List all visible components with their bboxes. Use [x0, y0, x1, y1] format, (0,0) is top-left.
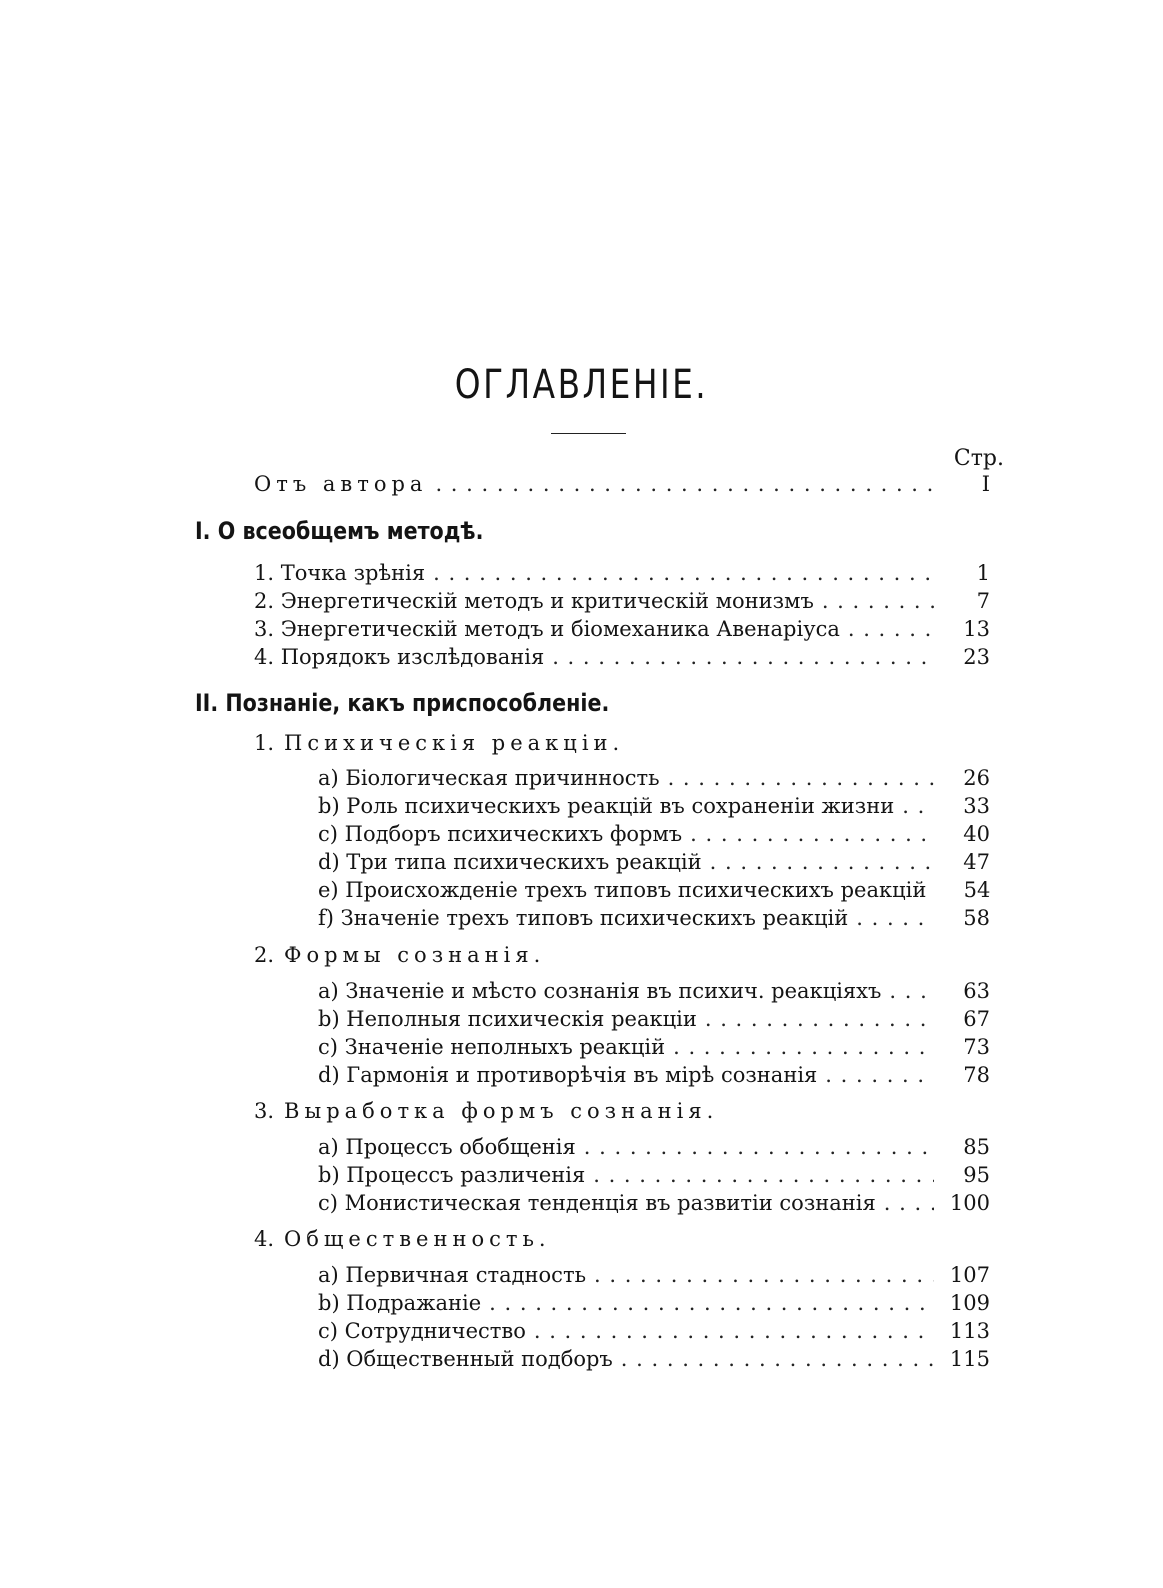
- dot-leader: [584, 1133, 934, 1161]
- section-title: Формы сознанія.: [284, 943, 546, 967]
- toc-entry-label: 3. Энергетическій методъ и біомеханика Авенаріуса: [254, 617, 840, 641]
- toc-entry[interactable]: [318, 876, 990, 904]
- part-heading: II. Познаніе, какъ приспособленіе.: [195, 689, 610, 717]
- section-number: 2.: [254, 943, 275, 967]
- toc-entry[interactable]: [318, 1289, 990, 1317]
- dot-leader: [552, 643, 934, 671]
- toc-entry[interactable]: [318, 1033, 990, 1061]
- section-number: 1.: [254, 731, 275, 755]
- toc-entry-page: 33: [963, 794, 990, 818]
- toc-entry-label: c) Монистическая тенденція въ развитіи сознанія: [318, 1191, 876, 1215]
- dot-leader: [673, 1033, 934, 1061]
- dot-leader: [889, 977, 934, 1005]
- section-title: Психическія реакціи.: [284, 731, 625, 755]
- toc-entry-page: 113: [949, 1319, 990, 1343]
- toc-entry-label: b) Процессъ различенія: [318, 1163, 586, 1187]
- dot-leader: [690, 820, 934, 848]
- toc-entry-label: Отъ автора: [254, 472, 428, 496]
- section-number: 4.: [254, 1227, 275, 1251]
- toc-entry-page: 47: [963, 850, 990, 874]
- page-title: ОГЛАВЛЕНІЕ.: [454, 362, 709, 408]
- section-heading: [254, 943, 545, 967]
- section-title: Выработка формъ сознанія.: [284, 1099, 719, 1123]
- toc-entry-page: 95: [963, 1163, 990, 1187]
- toc-entry-label: c) Подборъ психическихъ формъ: [318, 822, 683, 846]
- section-heading: [254, 1099, 718, 1123]
- toc-entry-page: 54: [963, 878, 991, 902]
- toc-entry-page: I: [981, 472, 990, 496]
- page-column-label: Стр.: [953, 446, 1004, 471]
- toc-entry-label: 1. Точка зрѣнія: [254, 561, 426, 585]
- dot-leader: [856, 904, 934, 932]
- toc-entry-label: d) Гармонія и противорѣчія въ мірѣ сознанія: [318, 1063, 818, 1087]
- section-number: 3.: [254, 1099, 275, 1123]
- toc-entry-label: e) Происхожденіе трехъ типовъ психическихъ реакцій: [318, 878, 927, 902]
- toc-entry[interactable]: [318, 1005, 990, 1033]
- toc-entry[interactable]: [318, 1061, 990, 1089]
- dot-leader: [902, 792, 934, 820]
- dot-leader: [884, 1189, 934, 1217]
- dot-leader: [594, 1261, 934, 1289]
- toc-entry-page: 13: [963, 617, 990, 641]
- toc-entry-label: c) Значеніе неполныхъ реакцій: [318, 1035, 666, 1059]
- toc-entry[interactable]: [254, 615, 990, 643]
- dot-leader: [534, 1317, 934, 1345]
- part-heading: I. О всеобщемъ методѣ.: [195, 517, 484, 545]
- section-heading: [254, 731, 624, 755]
- title-rule: [551, 433, 626, 434]
- toc-entry[interactable]: [254, 643, 990, 671]
- toc-entry[interactable]: [318, 977, 990, 1005]
- toc-entry-label: 4. Порядокъ изслѣдованія: [254, 645, 545, 669]
- toc-entry-label: b) Неполныя психическія реакціи: [318, 1007, 697, 1031]
- toc-entry-page: 100: [949, 1191, 990, 1215]
- dot-leader: [621, 1345, 934, 1373]
- toc-entry-label: a) Біологическая причинность: [318, 766, 660, 790]
- section-title: Общественность.: [284, 1227, 551, 1251]
- toc-entry-preface[interactable]: [254, 470, 990, 498]
- toc-entry-label: d) Общественный подборъ: [318, 1347, 613, 1371]
- dot-leader: [710, 848, 934, 876]
- dot-leader: [848, 615, 934, 643]
- toc-entry-label: f) Значеніе трехъ типовъ психическихъ реакцій: [318, 906, 849, 930]
- toc-entry[interactable]: [318, 1161, 990, 1189]
- toc-entry-page: 63: [963, 979, 990, 1003]
- toc-entry-page: 23: [963, 645, 990, 669]
- toc-entry[interactable]: [254, 559, 990, 587]
- toc-entry-page: 107: [949, 1263, 990, 1287]
- dot-leader: [433, 559, 934, 587]
- toc-entry-label: a) Значеніе и мѣсто сознанія въ психич. реакціяхъ: [318, 979, 882, 1003]
- toc-entry-page: 26: [963, 766, 990, 790]
- toc-entry[interactable]: [318, 1317, 990, 1345]
- dot-leader: [825, 1061, 934, 1089]
- toc-entry[interactable]: [318, 792, 990, 820]
- dot-leader: [593, 1161, 934, 1189]
- toc-entry[interactable]: [254, 587, 990, 615]
- toc-entry-label: c) Сотрудничество: [318, 1319, 526, 1343]
- toc-entry-page: 40: [963, 822, 990, 846]
- toc-entry-page: 73: [963, 1035, 990, 1059]
- section-heading: [254, 1227, 551, 1251]
- toc-entry-label: 2. Энергетическій методъ и критическій монизмъ: [254, 589, 814, 613]
- toc-entry-label: a) Первичная стадность: [318, 1263, 586, 1287]
- toc-entry-label: d) Три типа психическихъ реакцій: [318, 850, 702, 874]
- toc-entry-page: 58: [963, 906, 990, 930]
- toc-entry-page: 7: [976, 589, 990, 613]
- toc-entry[interactable]: [318, 1189, 990, 1217]
- dot-leader: [489, 1289, 934, 1317]
- toc-entry[interactable]: [318, 764, 990, 792]
- toc-entry-page: 115: [949, 1347, 990, 1371]
- toc-entry-page: 1: [976, 561, 990, 585]
- toc-entry[interactable]: [318, 1345, 990, 1373]
- toc-entry[interactable]: [318, 1133, 990, 1161]
- dot-leader: [435, 470, 934, 498]
- dot-leader: [822, 587, 934, 615]
- toc-entry[interactable]: [318, 820, 990, 848]
- toc-entry[interactable]: [318, 904, 990, 932]
- toc-entry-label: a) Процессъ обобщенія: [318, 1135, 576, 1159]
- toc-entry-label: b) Подражаніе: [318, 1291, 482, 1315]
- dot-leader: [668, 764, 934, 792]
- toc-entry-page: 67: [963, 1007, 990, 1031]
- dot-leader: [705, 1005, 934, 1033]
- toc-entry-page: 109: [949, 1291, 990, 1315]
- toc-entry-page: 78: [963, 1063, 990, 1087]
- toc-entry[interactable]: [318, 848, 990, 876]
- toc-entry[interactable]: [318, 1261, 990, 1289]
- toc-entry-label: b) Роль психическихъ реакцій въ сохраненіи жизни: [318, 794, 895, 818]
- toc-entry-page: 85: [963, 1135, 990, 1159]
